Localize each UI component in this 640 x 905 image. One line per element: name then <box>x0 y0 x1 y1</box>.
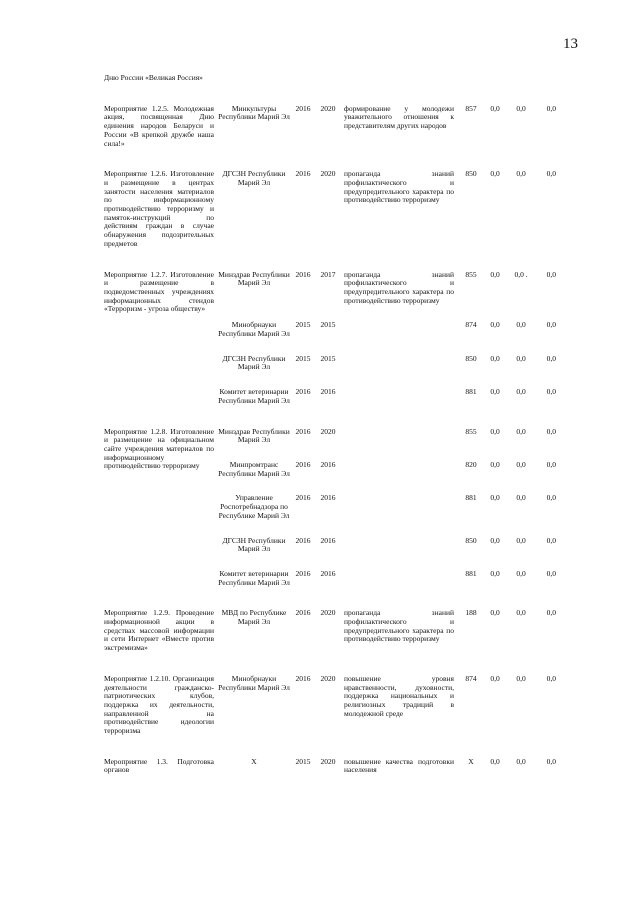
value-cell: 0,0 <box>490 353 500 363</box>
value-cell: 0,0 <box>490 673 500 683</box>
start-year-cell: 2016 <box>295 493 311 503</box>
code-cell: Х <box>468 756 474 766</box>
result-cell: повышение уровня нравственности, духовности, поддержка национальных и религиозных традиций в молодежной среде <box>344 673 454 718</box>
executor-cell: Минздрав Республики Марий Эл <box>218 269 290 288</box>
value-cell: 0,0 <box>516 320 526 330</box>
result-cell <box>340 321 460 338</box>
value-cell: 0,0 <box>490 320 500 330</box>
value-cell: 0,0 <box>546 269 556 279</box>
start-year-cell: 2016 <box>295 535 311 545</box>
value-cell: 0,0 <box>516 169 526 179</box>
code-cell: 855 <box>465 426 477 436</box>
spacer-row <box>104 587 586 609</box>
measure-name: Мероприятие 1.2.10. Организация деятельности гражданско-патриотических клубов, поддержка их деятельности, направленной на противодействие идеологии терроризма <box>104 673 214 736</box>
value-cell: 0,0 <box>546 459 556 469</box>
code-cell: 881 <box>465 387 477 397</box>
spacer-row <box>104 736 586 758</box>
value-cell: 0,0 <box>516 756 526 766</box>
end-year-cell: 2020 <box>320 169 336 179</box>
value-cell: 0,0 <box>546 426 556 436</box>
end-year-cell: 2017 <box>320 269 336 279</box>
code-cell: 850 <box>465 169 477 179</box>
executor-cell: Комитет ветеринарии Республики Марий Эл <box>218 387 290 405</box>
start-year-cell: 2015 <box>295 320 311 330</box>
continuation-text: Дню России «Великая Россия» <box>104 73 203 82</box>
spacer-row <box>104 406 586 428</box>
result-cell <box>340 428 460 445</box>
measure-name: Мероприятие 1.3. Подготовка органов <box>104 756 214 775</box>
value-cell: 0,0 <box>546 756 556 766</box>
result-cell <box>340 537 460 554</box>
start-year-cell: 2016 <box>295 608 311 618</box>
end-year-cell: 2015 <box>320 320 336 330</box>
executor-cell: Комитет ветеринарии Республики Марий Эл <box>218 568 290 587</box>
code-cell: 850 <box>465 535 477 545</box>
value-cell: 0,0 <box>516 459 526 469</box>
code-cell: 820 <box>465 459 477 469</box>
executor-cell: Минкультуры Республики Марий Эл <box>218 103 290 122</box>
continuation-row <box>104 74 586 83</box>
value-cell: 0,0 <box>546 387 556 397</box>
code-cell: 881 <box>465 568 477 578</box>
value-cell: 0,0 <box>516 103 526 113</box>
measure-name: Мероприятие 1.2.8. Изготовление и размещение на официальном сайте учреждения материалов по информационному противодействию терроризму <box>104 426 214 471</box>
code-cell: 881 <box>465 493 477 503</box>
value-cell: 0,0 <box>546 608 556 618</box>
result-cell: пропаганда знаний профилактического и предупредительного характера по противодействию терроризму <box>344 269 454 305</box>
end-year-cell: 2016 <box>320 387 336 397</box>
end-year-cell: 2016 <box>320 459 336 469</box>
value-cell: 0,0 <box>490 269 500 279</box>
result-cell: формирование у молодежи уважительного отношения к представителям других народов <box>344 103 454 131</box>
start-year-cell: 2016 <box>295 426 311 436</box>
value-cell: 0,0 <box>490 608 500 618</box>
measure-name: Мероприятие 1.2.6. Изготовление и размещение в центрах занятости населения материалов по информационному противодействию терроризму и памяток-инструкций по действиям граждан в случае обнаружения подозрительных предметов <box>104 169 214 248</box>
table-row <box>104 609 586 653</box>
result-cell <box>340 355 460 372</box>
measure-name: Мероприятие 1.2.7. Изготовление и размещение в подведомственных учреждениях информационных стендов «Терроризм - угроза обществу» <box>104 269 214 314</box>
table-row <box>104 170 586 248</box>
spacer-row <box>104 653 586 675</box>
value-cell: 0,0 <box>490 535 500 545</box>
value-cell: 0,0 <box>516 673 526 683</box>
end-year-cell: 2020 <box>320 673 336 683</box>
start-year-cell: 2016 <box>295 103 311 113</box>
value-cell: 0,0 . <box>514 269 528 279</box>
start-year-cell: 2015 <box>295 756 311 766</box>
value-cell: 0,0 <box>490 568 500 578</box>
value-cell: 0,0 <box>490 493 500 503</box>
result-cell <box>340 494 460 520</box>
code-cell: 855 <box>465 269 477 279</box>
executor-cell: Минобрнауки Республики Марий Эл <box>218 673 290 692</box>
executor-cell: МВД по Республике Марий Эл <box>221 608 287 627</box>
table-row <box>104 105 586 149</box>
table-row <box>104 758 586 775</box>
result-cell: повышение качества подготовки населения <box>344 756 454 775</box>
value-cell: 0,0 <box>546 353 556 363</box>
value-cell: 0,0 <box>516 353 526 363</box>
result-cell <box>340 388 460 405</box>
value-cell: 0,0 <box>546 169 556 179</box>
value-cell: 0,0 <box>546 535 556 545</box>
end-year-cell: 2020 <box>320 426 336 436</box>
code-cell: 857 <box>465 103 477 113</box>
value-cell: 0,0 <box>546 103 556 113</box>
value-cell: 0,0 <box>516 568 526 578</box>
value-cell: 0,0 <box>516 608 526 618</box>
value-cell: 0,0 <box>490 103 500 113</box>
executor-cell: Минобрнауки Республики Марий Эл <box>218 320 290 339</box>
executor-cell: Х <box>251 756 257 766</box>
start-year-cell: 2016 <box>295 387 311 397</box>
code-cell: 874 <box>465 673 477 683</box>
spacer-row <box>104 83 586 105</box>
start-year-cell: 2016 <box>295 673 311 683</box>
value-cell: 0,0 <box>516 493 526 503</box>
end-year-cell: 2020 <box>320 103 336 113</box>
executor-cell: ДГСЗН Республики Марий Эл <box>222 353 286 372</box>
start-year-cell: 2016 <box>295 169 311 179</box>
start-year-cell: 2016 <box>295 459 311 469</box>
measure-name: Мероприятие 1.2.5. Молодежная акция, посвященная Дню единения народов Беларуси и России «В крепкой дружбе наша сила!» <box>104 103 214 148</box>
value-cell: 0,0 <box>490 459 500 469</box>
table-row <box>104 271 586 306</box>
code-cell: 874 <box>465 320 477 330</box>
executor-cell: Минздрав Республики Марий Эл <box>218 426 290 445</box>
value-cell: 0,0 <box>516 387 526 397</box>
code-cell: 850 <box>465 353 477 363</box>
end-year-cell: 2015 <box>320 353 336 363</box>
executor-cell: Управление Роспотребнадзора по Республике Марий Эл <box>218 493 290 520</box>
value-cell: 0,0 <box>490 387 500 397</box>
end-year-cell: 2020 <box>320 756 336 766</box>
value-cell: 0,0 <box>516 426 526 436</box>
executor-cell: ДГСЗН Республики Марий Эл <box>222 535 286 554</box>
table-row <box>104 428 586 445</box>
start-year-cell: 2016 <box>295 269 311 279</box>
code-cell: 188 <box>465 608 477 618</box>
end-year-cell: 2016 <box>320 493 336 503</box>
page-number: 13 <box>563 36 578 52</box>
value-cell: 0,0 <box>490 426 500 436</box>
executor-cell: ДГСЗН Республики Марий Эл <box>222 169 286 187</box>
value-cell: 0,0 <box>546 568 556 578</box>
end-year-cell: 2016 <box>320 568 336 578</box>
result-cell: пропаганда знаний профилактического и предупредительного характера по противодействию терроризму <box>344 608 454 644</box>
start-year-cell: 2015 <box>295 353 311 363</box>
executor-cell: Минпромтранс Республики Марий Эл <box>218 459 290 478</box>
value-cell: 0,0 <box>546 673 556 683</box>
result-cell: пропаганда знаний профилактического и предупредительного характера по противодействию терроризму <box>344 169 454 205</box>
value-cell: 0,0 <box>490 169 500 179</box>
value-cell: 0,0 <box>546 320 556 330</box>
value-cell: 0,0 <box>490 756 500 766</box>
measures-table <box>104 74 586 775</box>
start-year-cell: 2016 <box>295 568 311 578</box>
measure-name: Мероприятие 1.2.9. Проведение информационной акции в средствах массовой информации и сети Интернет «Вместе против экстремизма» <box>104 608 214 653</box>
value-cell: 0,0 <box>516 535 526 545</box>
result-cell <box>340 461 460 478</box>
value-cell: 0,0 <box>546 493 556 503</box>
end-year-cell: 2016 <box>320 535 336 545</box>
end-year-cell: 2020 <box>320 608 336 618</box>
table-row <box>104 675 586 736</box>
result-cell <box>340 570 460 587</box>
spacer-row <box>104 249 586 271</box>
spacer-row <box>104 148 586 170</box>
